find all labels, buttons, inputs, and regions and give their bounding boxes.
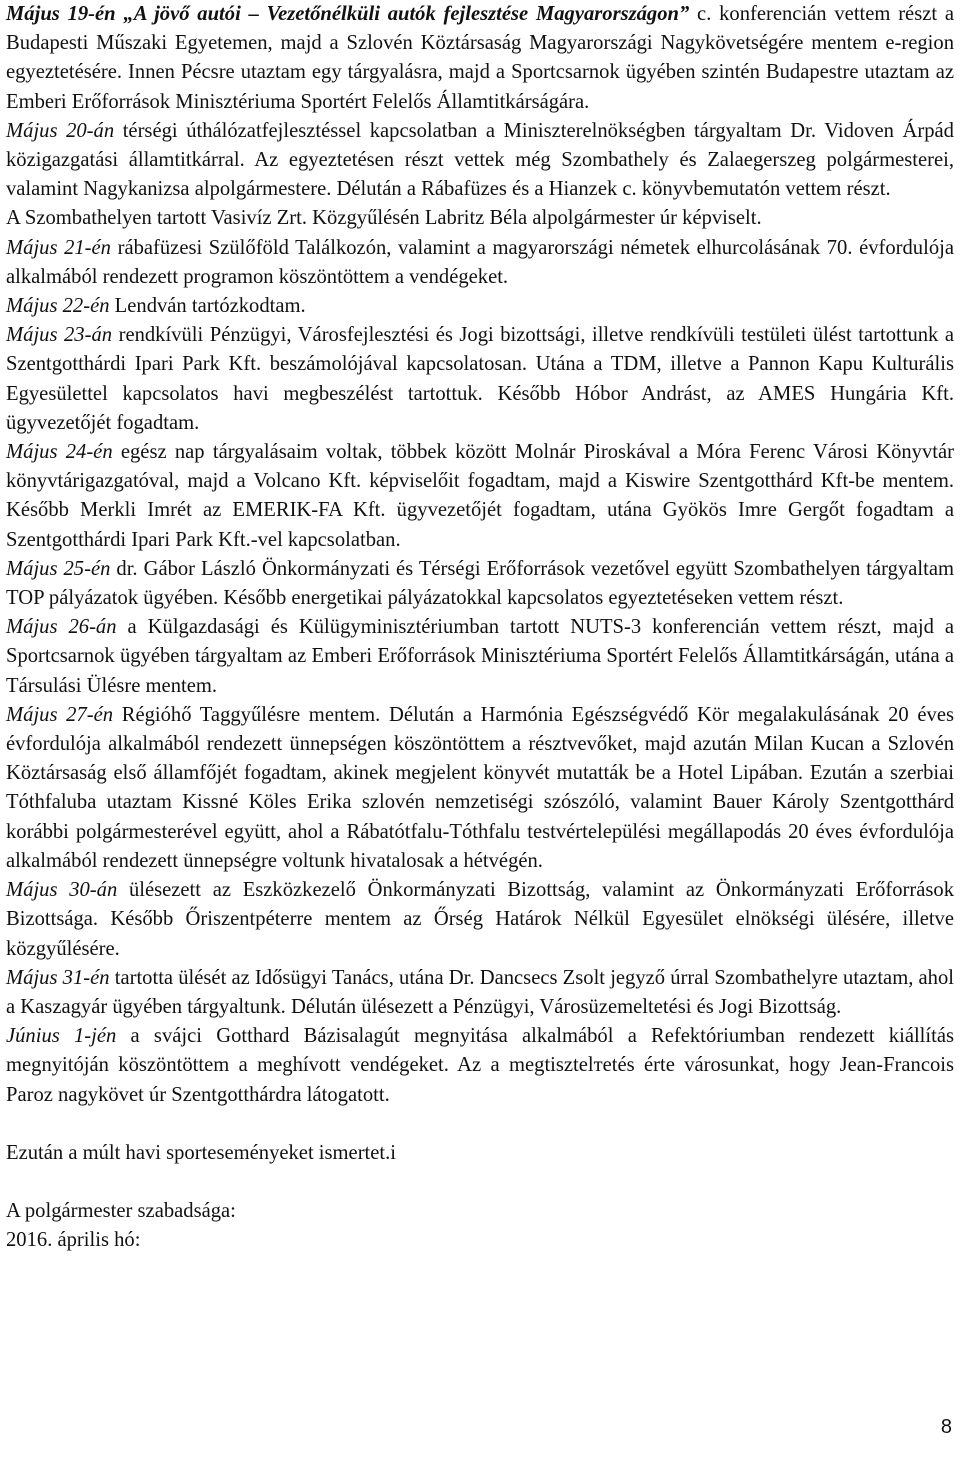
mayor-leave-heading: A polgármester szabadsága: bbox=[6, 1199, 236, 1222]
date-lead: Május 22-én bbox=[6, 295, 110, 318]
paragraph-text: A Szombathelyen tartott Vasivíz Zrt. Közgyűlésén Labritz Béla alpolgármester úr képviselt. bbox=[6, 207, 762, 230]
paragraph-text: dr. Gábor László Önkormányzati és Térségi Erőforrások vezetővel együtt Szombathelyen tárgyaltam TOP pályázatok ügyében. Később energetikai pályázatokkal kapcsolatos egyeztetéseken vettem részt. bbox=[6, 557, 954, 610]
paragraph-may-25 bbox=[6, 555, 954, 613]
date-lead: Május 20-án bbox=[6, 119, 115, 142]
paragraph-may-24 bbox=[6, 438, 954, 555]
date-lead: Május 21-én bbox=[6, 236, 111, 259]
paragraph-may-21 bbox=[6, 234, 954, 292]
sport-events-line: Ezután a múlt havi sporteseményeket ismertet.i bbox=[6, 1141, 397, 1164]
mayor-leave-month: 2016. április hó: bbox=[6, 1229, 141, 1252]
page-number: 8 bbox=[940, 1416, 952, 1438]
date-lead: Május 26-án bbox=[6, 616, 117, 639]
paragraph-text: c. konferencián vettem részt a Budapesti Műszaki Egyetemen, majd a Szlovén Köztársaság Magyarországi Nagykövetségére mentem e-region egyeztetésére. Innen Pécsre utaztam egy tárgyalásra, majd a Sportcsarnok ügyében szintén Budapestre utaztam az Emberi Erőforrások Minisztériuma Sportért Felelős Államtitkárságára. bbox=[6, 3, 954, 113]
date-lead: Május 27-én bbox=[6, 703, 114, 726]
paragraph-text: egész nap tárgyalásaim voltak, többek között Molnár Piroskával a Móra Ferenc Városi Könyvtár könyvtárigazgatóval, majd a Volcano Kft. képviselőit fogadtam, majd a Kiswire Szentgotthárd Kft-be mentem. Később Merkli Imrét az EMERIK-FA Kft. ügyvezetőjét fogadtam, utána Gyökös Imre Gergőt fogadtam a Szentgotthárdi Ipari Park Kft.-vel kapcsolatban. bbox=[6, 441, 954, 551]
paragraph-text: rendkívüli Pénzügyi, Városfejlesztési és Jogi bizottsági, illetve rendkívüli testületi ülést tartottunk a Szentgotthárdi Ipari Park Kft. beszámolójával kapcsolatosan. Utána a TDM, illetve a Pannon Kapu Kulturális Egyesülettel kapcsolatos havi megbeszélést tartottuk. Később Hóbor Andrást, az AMES Hungária Kft. ügyvezetőjét fogadtam. bbox=[6, 324, 954, 434]
paragraph-may-20 bbox=[6, 117, 954, 205]
spacer bbox=[6, 1110, 954, 1139]
paragraph-may-26 bbox=[6, 613, 954, 701]
paragraph-text: ülésezett az Eszközkezelő Önkormányzati Bizottság, valamint az Önkormányzati Erőforrások Bizottsága. Később Őriszentpéterre mentem az Őrség Határok Nélkül Egyesület elnökségi ülésére, illetve közgyűlésére. bbox=[6, 879, 954, 960]
paragraph-may-27 bbox=[6, 701, 954, 876]
date-lead: Május 19-én „A jövő autói – Vezetőnélküli autók fejlesztése Magyarországon” bbox=[6, 3, 690, 25]
paragraph-text: a Külgazdasági és Külügyminisztériumban tartott NUTS-3 konferencián vettem részt, majd a Sportcsarnok ügyében tárgyaltam az Emberi Erőforrások Minisztériuma Sportért Felelős Államtitkárságán, utána a Társulási Ülésre mentem. bbox=[6, 616, 954, 697]
paragraph-text: rábafüzesi Szülőföld Találkozón, valamint a magyarországi németek elhurcolásának 70. évfordulója alkalmából rendezett programon köszöntöttem a vendégeket. bbox=[6, 236, 954, 288]
paragraph-text: Régióhő Taggyűlésre mentem. Délután a Harmónia Egészségvédő Kör megalakulásának 20 éves évfordulója alkalmából rendezett ünnepségen köszöntöttem a résztvevőket, majd azután Milan Kucan a Szlovén Köztársaság első államfőjét fogadtam, akinek megjelent könyvét mutatták be a Hotel Lipában. Ezután a szerbiai Tóthfaluba utaztam Kissné Köles Erika szlovén nemzetiségi szószóló, valamint Bauer Károly Szentgotthárd korábbi polgármesterével együtt, ahol a Rábatótfalu-Tóthfalu testvértelepülési megállapodás 20 éves évfordulója alkalmából rendezett ünnepségre voltunk hivatalosak a hétvégén. bbox=[6, 703, 954, 872]
paragraph-may-31 bbox=[6, 964, 954, 1022]
paragraph-may-19 bbox=[6, 0, 954, 117]
paragraph-text: térségi úthálózatfejlesztéssel kapcsolatban a Miniszterelnökségben tárgyaltam Dr. Vidoven Árpád közigazgatási államtitkárral. Az egyeztetésen részt vettek még Szombathely és Zalaegerszeg polgármesterei, valamint Nagykanizsa alpolgármestere. Délután a Rábafüzes és a Hianzek c. könyvbemutatón vettem részt. bbox=[6, 119, 954, 201]
date-lead: Június 1-jén bbox=[6, 1025, 117, 1048]
paragraph-vasiviz bbox=[6, 204, 954, 233]
paragraph-june-1 bbox=[6, 1022, 954, 1110]
date-lead: Május 24-én bbox=[6, 441, 113, 464]
date-lead: Május 23-án bbox=[6, 324, 113, 347]
paragraph-may-23 bbox=[6, 321, 954, 438]
paragraph-may-30 bbox=[6, 876, 954, 964]
date-lead: Május 25-én bbox=[6, 557, 111, 580]
document-page bbox=[6, 0, 954, 1255]
paragraph-text: a svájci Gotthard Bázisalagút megnyitása alkalmából a Refektóriumban rendezett kiállítás megnyitóján köszöntöttem a meghívott vendégeket. Az a megtisztelтetés érte városunkat, hogy Jean-Francois Paroz nagykövet úr Szentgotthárdra látogatott. bbox=[6, 1025, 955, 1106]
paragraph-text: tartotta ülését az Idősügyi Tanács, utána Dr. Dancsecs Zsolt jegyző úrral Szombathelyre utaztam, ahol a Kaszagyár ügyében tárgyaltunk. Délután ülésezett a Pénzügyi, Városüzemeltetési és Jogi Bizottság. bbox=[6, 966, 954, 1018]
paragraph-text: Lendván tartózkodtam. bbox=[109, 295, 306, 318]
date-lead: Május 31-én bbox=[6, 966, 110, 989]
spacer bbox=[6, 1168, 954, 1197]
date-lead: Május 30-án bbox=[6, 879, 118, 902]
paragraph-may-22 bbox=[6, 292, 954, 321]
